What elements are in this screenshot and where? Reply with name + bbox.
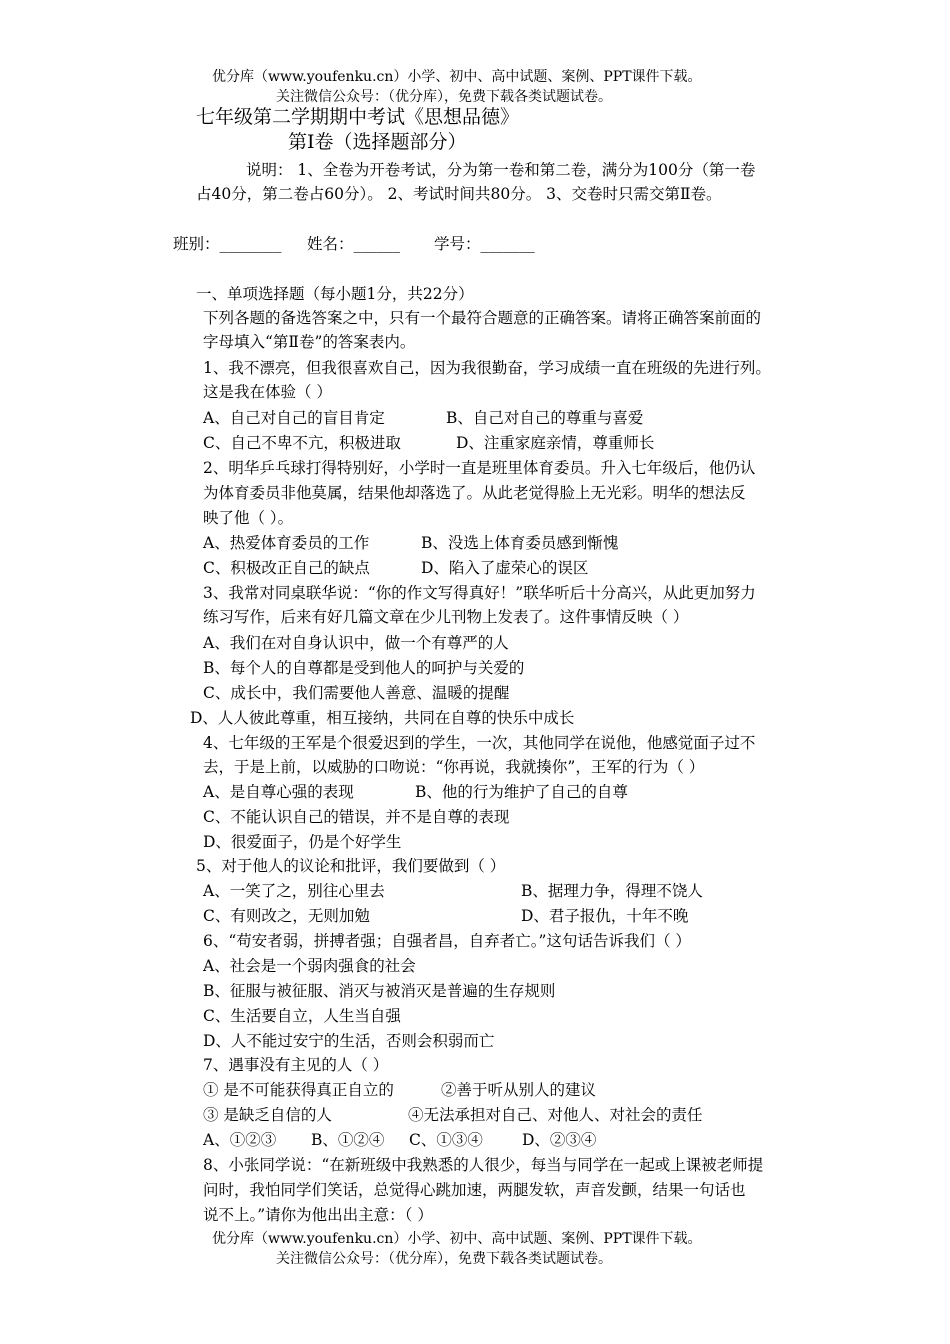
- q2-option-d: D、陷入了虚荣心的误区: [421, 559, 589, 577]
- q7-option-d: D、②③④: [522, 1131, 597, 1149]
- q2-stem-1: 2、明华乒乓球打得特别好，小学时一直是班里体育委员。升入七年级后，他仍认: [203, 459, 756, 477]
- q3-option-d: D、人人彼此尊重，相互接纳，共同在自尊的快乐中成长: [190, 709, 575, 727]
- q7-option-a: A、①②③: [203, 1131, 277, 1149]
- section-heading: 一、单项选择题（每小题1分，共22分）: [196, 285, 474, 303]
- q4-option-a: A、是自尊心强的表现: [203, 783, 354, 801]
- q7-stem-1: 7、遇事没有主见的人（ ）: [203, 1056, 389, 1074]
- q3-option-a: A、我们在对自身认识中，做一个有尊严的人: [203, 634, 509, 652]
- instructions-line-1: 说明： 1、全卷为开卷考试，分为第一卷和第二卷，满分为100分（第一卷: [246, 161, 756, 179]
- q7-option-b: B、①②④: [311, 1131, 385, 1149]
- name-field: 姓名：______: [307, 235, 401, 253]
- header-line-2: 关注微信公众号：（优分库），免费下载各类试题试卷。: [276, 89, 612, 105]
- section-intro-2: 字母填入“第Ⅱ卷”的答案表内。: [203, 333, 416, 351]
- footer-line-2: 关注微信公众号：（优分库），免费下载各类试题试卷。: [276, 1251, 612, 1267]
- q7-option-c: C、①③④: [409, 1131, 483, 1149]
- q3-stem-1: 3、我常对同桌联华说：“你的作文写得真好！”联华听后十分高兴，从此更加努力: [203, 584, 756, 602]
- q2-stem-2: 为体育委员非他莫属，结果他却落选了。从此老觉得脸上无光彩。明华的想法反: [203, 484, 746, 502]
- q3-stem-2: 练习写作，后来有好几篇文章在少儿刊物上发表了。这件事情反映（ ）: [203, 608, 689, 626]
- q4-stem-2: 去，于是上前，以威胁的口吻说：“你再说，我就揍你”，王军的行为（ ）: [203, 758, 705, 776]
- q3-option-b: B、每个人的自尊都是受到他人的呵护与关爱的: [203, 659, 525, 677]
- exam-title: 七年级第二学期期中考试《思想品德》: [196, 106, 520, 128]
- q2-option-b: B、没选上体育委员感到惭愧: [421, 534, 619, 552]
- q7-item-1: ① 是不可能获得真正自立的: [203, 1081, 394, 1099]
- q4-option-c: C、不能认识自己的错误，并不是自尊的表现: [203, 808, 510, 826]
- q2-stem-3: 映了他（ ）。: [203, 509, 294, 527]
- q4-option-b: B、他的行为维护了自己的自尊: [415, 783, 628, 801]
- q5-option-a: A、一笑了之，别往心里去: [203, 882, 385, 900]
- q4-stem-1: 4、七年级的王军是个很爱迟到的学生，一次，其他同学在说他，他感觉面子过不: [203, 734, 756, 752]
- q7-item-3: ③ 是缺乏自信的人: [203, 1106, 332, 1124]
- q5-option-b: B、据理力争，得理不饶人: [521, 882, 703, 900]
- q8-stem-1: 8、小张同学说：“在新班级中我熟悉的人很少，每当与同学在一起或上课被老师提: [203, 1156, 764, 1174]
- q5-option-d: D、君子报仇，十年不晚: [521, 907, 689, 925]
- q8-stem-3: 说不上。”请你为他出出主意：（ ）: [203, 1206, 433, 1224]
- section-intro-1: 下列各题的备选答案之中，只有一个最符合题意的正确答案。请将正确答案前面的: [203, 309, 762, 327]
- q6-option-c: C、生活要自立，人生当自强: [203, 1007, 401, 1025]
- footer-line-1: 优分库（www.youfenku.cn）小学、初中、高中试题、案例、PPT课件下载。: [212, 1231, 702, 1247]
- q2-option-a: A、热爱体育委员的工作: [203, 534, 370, 552]
- q1-option-d: D、注重家庭亲情，尊重师长: [456, 434, 655, 452]
- q1-option-b: B、自己对自己的尊重与喜爱: [446, 409, 644, 427]
- q4-option-d: D、很爱面子，仍是个好学生: [203, 833, 402, 851]
- q1-stem-2: 这是我在体验（ ）: [203, 383, 332, 401]
- q1-stem-1: 1、我不漂亮，但我很喜欢自己，因为我很勤奋，学习成绩一直在班级的先进行列。: [203, 359, 771, 377]
- q1-option-a: A、自己对自己的盲目肯定: [203, 409, 385, 427]
- q1-option-c: C、自己不卑不亢，积极进取: [203, 434, 401, 452]
- q6-option-b: B、征服与被征服、消灭与被消灭是普遍的生存规则: [203, 982, 556, 1000]
- q8-stem-2: 问时，我怕同学们笑话，总觉得心跳加速，两腿发软，声音发颤，结果一句话也: [203, 1181, 746, 1199]
- q6-option-a: A、社会是一个弱肉强食的社会: [203, 957, 416, 975]
- student-number-field: 学号：_______: [434, 235, 535, 253]
- q2-option-c: C、积极改正自己的缺点: [203, 559, 370, 577]
- q7-item-2: ②善于听从别人的建议: [441, 1081, 597, 1099]
- exam-subtitle: 第Ⅰ卷（选择题部分）: [288, 131, 467, 153]
- class-field: 班别：________: [173, 235, 282, 253]
- q7-item-4: ④无法承担对自己、对他人、对社会的责任: [408, 1106, 703, 1124]
- q6-stem-1: 6、“苟安者弱，拼搏者强；自强者昌，自弃者亡。”这句话告诉我们（ ）: [203, 932, 691, 950]
- q5-option-c: C、有则改之，无则加勉: [203, 907, 370, 925]
- q6-option-d: D、人不能过安宁的生活，否则会积弱而亡: [203, 1032, 495, 1050]
- instructions-line-2: 占40分，第二卷占60分）。 2、考试时间共80分。 3、交卷时只需交第Ⅱ卷。: [196, 185, 722, 203]
- q5-stem-1: 5、对于他人的议论和批评，我们要做到（ ）: [196, 857, 506, 875]
- q3-option-c: C、成长中，我们需要他人善意、温暖的提醒: [203, 684, 510, 702]
- header-line-1: 优分库（www.youfenku.cn）小学、初中、高中试题、案例、PPT课件下载。: [212, 69, 702, 85]
